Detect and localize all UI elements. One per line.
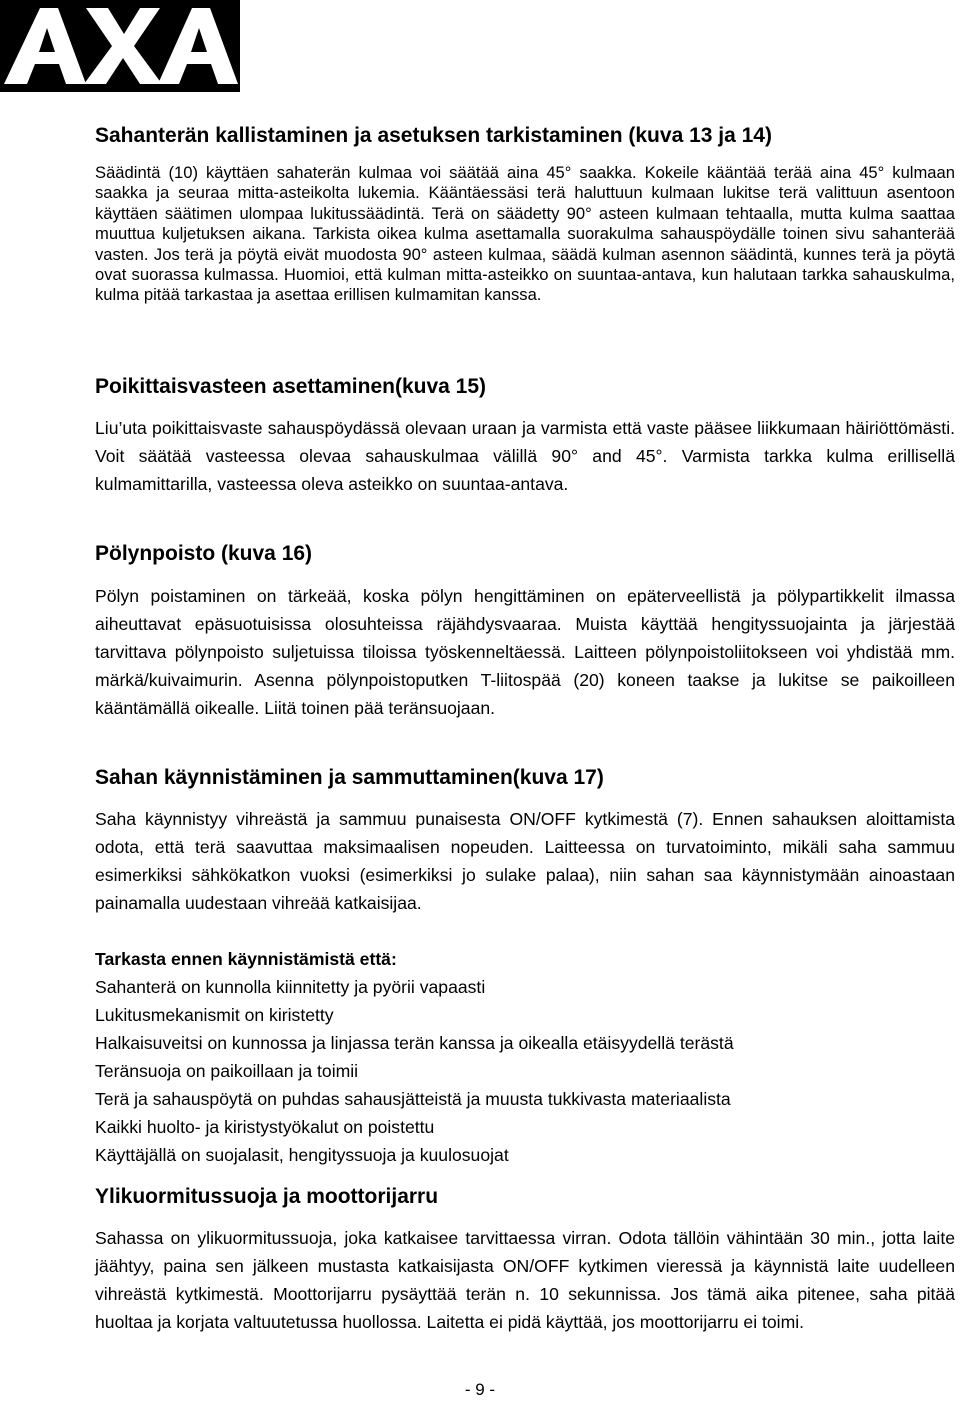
axa-logo — [0, 0, 240, 92]
paragraph-start-stop: Saha käynnistyy vihreästä ja sammuu punaisesta ON/OFF kytkimestä (7). Ennen sahauksen aloittamista odota, että terä saavuttaa maksimaalisen nopeuden. Laitteessa on turvatoiminto, mikäli saha sammuu esimerkiksi sähkökatkon vuoksi (esimerkiksi jo sulake palaa), niin sahan saa käynnistymään ainoastaan painamalla uudestaan vihreää katkaisijaa. — [95, 809, 955, 913]
heading-dust-extraction: Pölynpoisto (kuva 16) — [95, 542, 313, 565]
checklist-item: Sahanterä on kunnolla kiinnitetty ja pyörii vapaasti — [95, 977, 486, 997]
paragraph-blade-tilt: Säädintä (10) käyttäen sahaterän kulmaa voi säätää aina 45° saakka. Kokeile kääntää terää aina 45° kulmaan saakka ja seuraa mitta-asteikolta lukemia. Kääntäessäsi terä haluttuun kulmaan lukitse terä valittuun asentoon käyttäen säätimen ulompaa lukitussäädintä. Terä on säädetty 90° asteen kulmaan tehtaalla, mutta kulma saattaa muuttua kuljetuksen aikana. Tarkista oikea kulma asettamalla suorakulma sahauspöydälle toinen sivu sahanterää vasten. Jos terä ja pöytä eivät muodosta 90° asteen kulmaa, säädä kulman asennon säädintä, kunnes terä ja pöytä ovat suorassa kulmassa. Huomioi, että kulman mitta-asteikko on suuntaa-antava, kun halutaan tarkka sahauskulma, kulma pitää tarkastaa ja asettaa erillisen kulmamitan kanssa. — [95, 163, 955, 305]
checklist-item: Terä ja sahauspöytä on puhdas sahausjätteistä ja muusta tukkivasta materiaalista — [95, 1089, 731, 1109]
checklist-title: Tarkasta ennen käynnistämistä että: — [95, 949, 397, 969]
heading-cross-fence: Poikittaisvasteen asettaminen(kuva 15) — [95, 375, 487, 398]
paragraph-cross-fence: Liu’uta poikittaisvaste sahauspöydässä olevaan uraan ja varmista että vaste pääsee liikkumaan häiriöttömästi. Voit säätää vasteessa olevaa sahauskulmaa välillä 90° and 45°. Varmista tarkka kulma erillisellä kulmamittarilla, vasteessa oleva asteikko on suuntaa-antava. — [95, 418, 955, 494]
checklist-item: Halkaisuveitsi on kunnossa ja linjassa terän kanssa ja oikealla etäisyydellä terästä — [95, 1033, 734, 1053]
page-number: - 9 - — [464, 1380, 496, 1399]
checklist-item: Teränsuoja on paikoillaan ja toimii — [95, 1061, 359, 1081]
paragraph-dust-extraction: Pölyn poistaminen on tärkeää, koska pölyn hengittäminen on epäterveellistä ja pölypartikkelit ilmassa aiheuttavat epäsuotuisissa olosuhteissa räjähdysvaaraa. Muista käyttää hengityssuojainta ja järjestää tarvittava pölynpoisto suljetuissa tiloissa työskenneltäessä. Laitteen pölynpoistoliitokseen voi yhdistää mm. märkä/kuivaimurin. Asenna pölynpoistoputken T-liitospää (20) koneen taakse ja lukitse se paikoilleen kääntämällä oikealle. Liitä toinen pää teränsuojaan. — [95, 586, 955, 718]
heading-overload-brake: Ylikuormitussuoja ja moottorijarru — [95, 1185, 439, 1208]
checklist-item: Kaikki huolto- ja kiristystyökalut on poistettu — [95, 1117, 435, 1137]
checklist — [95, 945, 955, 1169]
checklist-item: Käyttäjällä on suojalasit, hengityssuoja ja kuulosuojat — [95, 1145, 509, 1165]
heading-blade-tilt: Sahanterän kallistaminen ja asetuksen tarkistaminen (kuva 13 ja 14) — [95, 124, 772, 147]
paragraph-overload-brake: Sahassa on ylikuormitussuoja, joka katkaisee tarvittaessa virran. Odota tällöin vähintään 30 min., jotta laite jäähtyy, paina sen jälkeen mustasta katkaisijasta ON/OFF kytkimen vieressä ja käynnistä laite uudelleen vihreästä kytkimestä. Moottorijarru pysäyttää terän n. 10 sekunnissa. Jos tämä aika pitenee, saha pitää huoltaa ja korjata valtuutetussa huollossa. Laitetta ei pidä käyttää, jos moottorijarru ei toimi. — [95, 1228, 955, 1332]
heading-start-stop: Sahan käynnistäminen ja sammuttaminen(kuva 17) — [95, 766, 604, 789]
checklist-item: Lukitusmekanismit on kiristetty — [95, 1005, 334, 1025]
